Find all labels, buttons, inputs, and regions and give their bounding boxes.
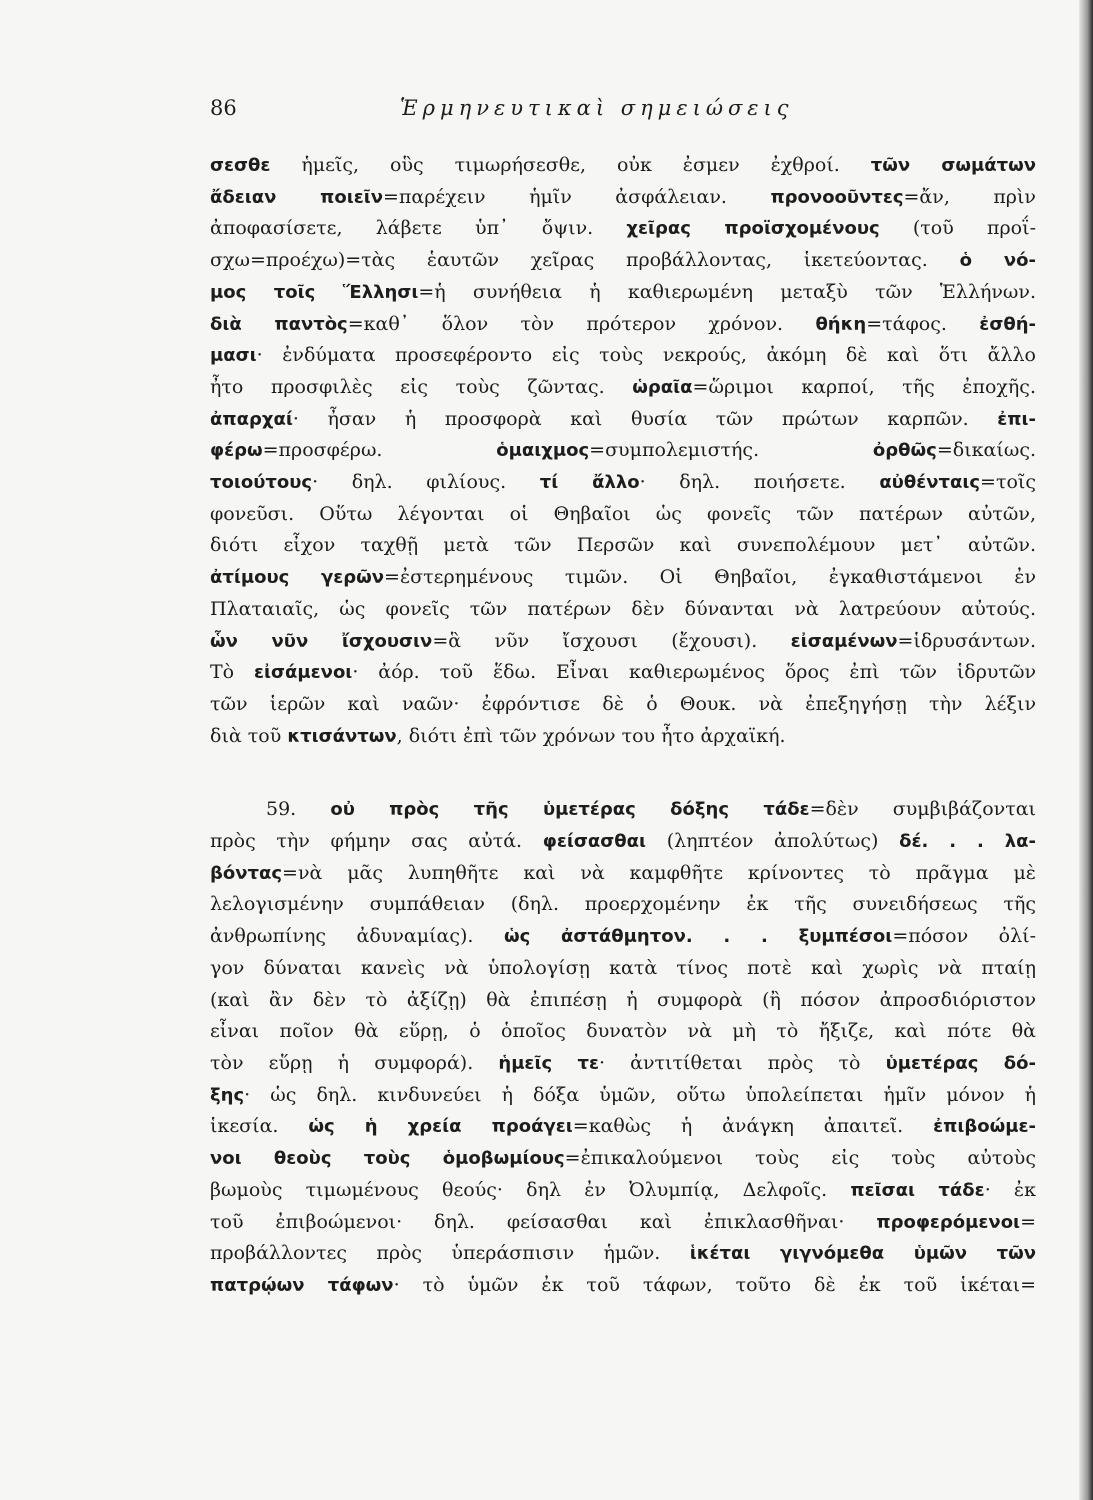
text-line [210, 794, 1036, 826]
gloss-text: (καὶ ἂν δὲν τὸ ἀξίζῃ) θὰ ἐπιπέσῃ ἡ συμφορὰ (ἢ πόσον ἀπροσδιόριστον [210, 988, 1036, 1011]
gloss-text: ἱκεσία. [210, 1115, 309, 1138]
lemma-term: κτισάντων [287, 725, 397, 747]
text-line [210, 404, 1036, 436]
gloss-text: =πόσον ὀλί- [892, 925, 1036, 948]
text-line [210, 277, 1036, 309]
lemma-term: ὡς ἡ χρεία προάγει [308, 1116, 573, 1138]
text-line [210, 1048, 1036, 1080]
gloss-text: =ἃ νῦν ἴσχουσι (ἔχουσι). [432, 629, 791, 652]
gloss-text: =παρέχειν ἡμῖν ἀσφάλειαν. [383, 185, 771, 208]
text-line [210, 182, 1036, 214]
gloss-text: =τοῖς [980, 471, 1036, 494]
text-line [210, 953, 1036, 985]
lemma-term: ἱκέται γιγνόμεθα ὑμῶν τῶν [689, 1243, 1036, 1265]
gloss-text: σχω=προέχω)=τὰς ἑαυτῶν χεῖρας προβάλλοντας, ἱκετεύοντας. [210, 249, 960, 272]
lemma-term: σεσθε [210, 155, 271, 176]
gloss-text: =δικαίως. [936, 439, 1036, 462]
gloss-text: =καθ᾿ ὅλον τὸν πρότερον χρόνον. [347, 312, 816, 335]
gloss-text: · ἐνδύματα προσεφέροντο εἰς τοὺς νεκρούς, ἀκόμη δὲ καὶ ὅτι ἄλλο [256, 344, 1036, 367]
lemma-term: ὁμαιχμος [496, 440, 590, 462]
lemma-term: χεῖρας προϊσχομένους [626, 218, 880, 240]
gloss-text: =καθὼς ἡ ἀνάγκη ἀπαιτεῖ. [572, 1115, 934, 1138]
commentary-body [210, 150, 1036, 1302]
text-line [210, 150, 1036, 182]
gloss-text: · δηλ. φιλίους. [312, 471, 540, 494]
gloss-text: ἦτο προσφιλὲς εἰς τοὺς ζῶντας. [210, 375, 633, 398]
lemma-term: ἀπαρχαί [210, 408, 293, 430]
gloss-text: =τάφος. [866, 312, 980, 335]
text-line [210, 921, 1036, 953]
text-line [210, 858, 1036, 890]
text-line [210, 213, 1036, 245]
lemma-term: ὡς ἀστάθμητον. . . ξυμπέσοι [503, 926, 893, 948]
text-line [210, 1207, 1036, 1239]
gloss-text: · δηλ. ποιήσετε. [639, 471, 880, 494]
gloss-text: τὸν εὕρῃ ἡ συμφορά). [210, 1051, 499, 1074]
lemma-term: ὡραῖα [632, 376, 693, 398]
gloss-text: βωμοὺς τιμωμένους θεούς· δηλ ἐν Ὀλυμπίᾳ, Δελφοῖς. [210, 1178, 851, 1201]
gloss-text: 59. [266, 798, 331, 821]
gloss-text: · ἀόρ. τοῦ ἕδω. Εἶναι καθιερωμένος ὅρος ἐπὶ τῶν ἱδρυτῶν [352, 661, 1036, 684]
gloss-text: εἶναι ποῖον θὰ εὕρῃ, ὁ ὁποῖος δυνατὸν νὰ μὴ τὸ ἤξιζε, καὶ πότε θὰ [210, 1020, 1036, 1043]
lemma-term: προφερόμενοι [876, 1211, 1021, 1233]
text-line [210, 562, 1036, 594]
gloss-text: =ἡ συνήθεια ἡ καθιερωμένη μεταξὺ τῶν Ἑλλήνων. [418, 280, 1036, 303]
text-line [210, 1175, 1036, 1207]
lemma-term: νοι θεοὺς τοὺς ὁμοβωμίους [210, 1148, 565, 1170]
lemma-term: ἐπιβοώμε- [933, 1116, 1036, 1138]
gloss-text: γον δύναται κανεὶς νὰ ὑπολογίσῃ κατὰ τίνος ποτὲ καὶ χωρὶς νὰ πταίῃ [210, 956, 1036, 979]
lemma-term: ἐσθή- [979, 313, 1036, 335]
text-line [210, 372, 1036, 404]
lemma-term: εἰσάμενοι [254, 662, 353, 684]
lemma-term: διὰ παντὸς [210, 313, 348, 335]
gloss-text: · ὡς δηλ. κινδυνεύει ἡ δόξα ὑμῶν, οὕτω ὑπολείπεται ἡμῖν μόνον ἡ [244, 1083, 1036, 1106]
lemma-term: ὁ νό- [959, 250, 1036, 272]
gloss-text: διὰ τοῦ [210, 724, 288, 747]
gloss-text: =ἐπικαλούμενοι τοὺς εἰς τοὺς αὐτοὺς [564, 1147, 1036, 1170]
gloss-text: διότι εἶχον ταχθῇ μετὰ τῶν Περσῶν καὶ συνεπολέμουν μετ᾿ αὐτῶν. [210, 534, 1036, 557]
commentary-paragraph-2 [210, 794, 1036, 1301]
text-line [210, 499, 1036, 531]
text-line [210, 889, 1036, 921]
gloss-text: (ληπτέον ἀπολύτως) [646, 830, 900, 853]
lemma-term: ὑμετέρας δό- [885, 1052, 1036, 1074]
text-line [210, 1080, 1036, 1112]
text-line [210, 467, 1036, 499]
gloss-text: =ἄν, πρὶν [903, 185, 1036, 208]
commentary-paragraph-1 [210, 150, 1036, 752]
gloss-text: τοῦ ἐπιβοώμενοι· δηλ. φείσασθαι καὶ ἐπικλασθῆναι· [210, 1210, 877, 1233]
gloss-text: Πλαταιαῖς, ὡς φονεῖς τῶν πατέρων δὲν δύνανται νὰ λατρεύουν αὐτούς. [210, 597, 1036, 620]
lemma-term: δέ. . . λα- [899, 831, 1036, 853]
lemma-term: βόντας [210, 862, 283, 884]
gloss-text: =δὲν συμβιβάζονται [809, 798, 1036, 821]
gloss-text: · ἐκ [984, 1178, 1036, 1201]
gloss-text: =ἱδρυσάντων. [897, 629, 1036, 652]
gloss-text: προβάλλοντες πρὸς ὑπεράσπισιν ἡμῶν. [210, 1242, 690, 1265]
gloss-text: · ἦσαν ἡ προσφορὰ καὶ θυσία τῶν πρώτων καρπῶν. [292, 407, 998, 430]
gloss-text: = [1020, 1210, 1036, 1233]
text-line [210, 1143, 1036, 1175]
gloss-text: =ὥριμοι καρποί, τῆς ἐποχῆς. [692, 375, 1036, 398]
gloss-text: (τοῦ προΐ- [879, 217, 1036, 240]
lemma-term: πεῖσαι τάδε [850, 1179, 985, 1201]
lemma-term: προνοοῦντες [770, 186, 904, 208]
lemma-term: φείσασθαι [542, 831, 647, 853]
gloss-text: Τὸ [210, 661, 254, 684]
lemma-term: ξης [210, 1084, 245, 1106]
text-line [210, 1238, 1036, 1270]
lemma-term: τῶν σωμάτων [870, 155, 1036, 176]
page-header [210, 96, 1040, 126]
gloss-text: =προσφέρω. [262, 439, 497, 462]
text-line [210, 626, 1036, 658]
lemma-term: φέρω [210, 440, 263, 462]
lemma-term: τί ἄλλο [539, 472, 640, 494]
lemma-term: πατρῴων τάφων [210, 1274, 394, 1296]
lemma-term: θήκη [815, 313, 867, 335]
text-line [210, 826, 1036, 858]
text-line [210, 721, 1036, 753]
lemma-term: τοιούτους [210, 472, 313, 494]
gloss-text: =συμπολεμιστής. [589, 439, 873, 462]
text-line [210, 1016, 1036, 1048]
gloss-text: , διότι ἐπὶ τῶν χρόνων του ἦτο ἀρχαϊκή. [396, 724, 786, 747]
running-title: Ἑρμηνευτικαὶ σημειώσεις [400, 96, 794, 120]
gloss-text: ἀποφασίσετε, λάβετε ὑπ᾿ ὄψιν. [210, 217, 627, 240]
gloss-text: λελογισμένην συμπάθειαν (δηλ. προερχομένην ἐκ τῆς συνειδήσεως τῆς [210, 893, 1036, 916]
text-line [210, 689, 1036, 721]
text-line [210, 1270, 1036, 1302]
gloss-text: ἡμεῖς, οὓς τιμωρήσεσθε, οὐκ ἐσμεν ἐχθροί. [270, 154, 871, 176]
text-line [210, 245, 1036, 277]
lemma-term: ὀρθῶς [872, 440, 937, 462]
lemma-term: μασι [210, 345, 257, 367]
text-line [210, 657, 1036, 689]
lemma-term: ὧν νῦν ἴσχουσιν [210, 630, 433, 652]
lemma-term: αὐθένταις [879, 472, 981, 494]
text-line [210, 1111, 1036, 1143]
text-line [210, 435, 1036, 467]
gloss-text: · ἀντιτίθεται πρὸς τὸ [599, 1051, 886, 1074]
text-line [210, 594, 1036, 626]
lemma-term: οὐ πρὸς τῆς ὑμετέρας δόξης τάδε [330, 799, 810, 821]
gloss-text: φονεῦσι. Οὕτω λέγονται οἱ Θηβαῖοι ὡς φονεῖς τῶν πατέρων αὐτῶν, [210, 502, 1036, 525]
text-line [210, 340, 1036, 372]
lemma-term: ἡμεῖς τε [498, 1052, 599, 1074]
gloss-text: · τὸ ὑμῶν ἐκ τοῦ τάφων, τοῦτο δὲ ἐκ τοῦ ἱκέται= [393, 1273, 1036, 1296]
text-line [210, 530, 1036, 562]
paragraph-gap [210, 752, 1036, 794]
text-line [210, 309, 1036, 341]
page-edge-shadow [1079, 0, 1093, 1500]
gloss-text: =νὰ μᾶς λυπηθῆτε καὶ νὰ καμφθῆτε κρίνοντες τὸ πρᾶγμα μὲ [282, 861, 1036, 884]
text-line [210, 985, 1036, 1017]
lemma-term: μος τοῖς Ἕλλησι [210, 281, 419, 303]
page-number: 86 [210, 96, 237, 120]
lemma-term: ἄδειαν ποιεῖν [210, 186, 383, 208]
gloss-text: ἀνθρωπίνης ἀδυναμίας). [210, 925, 504, 948]
lemma-term: ἐπι- [997, 408, 1036, 430]
gloss-text: πρὸς τὴν φήμην σας αὐτά. [210, 830, 543, 853]
lemma-term: εἰσαμένων [790, 630, 898, 652]
gloss-text: τῶν ἱερῶν καὶ ναῶν· ἐφρόντισε δὲ ὁ Θουκ. νὰ ἐπεξηγήσῃ τὴν λέξιν [210, 692, 1036, 715]
lemma-term: ἀτίμους γερῶν [210, 567, 385, 589]
gloss-text: =ἐστερημένους τιμῶν. Οἱ Θηβαῖοι, ἐγκαθιστάμενοι ἐν [384, 566, 1036, 589]
